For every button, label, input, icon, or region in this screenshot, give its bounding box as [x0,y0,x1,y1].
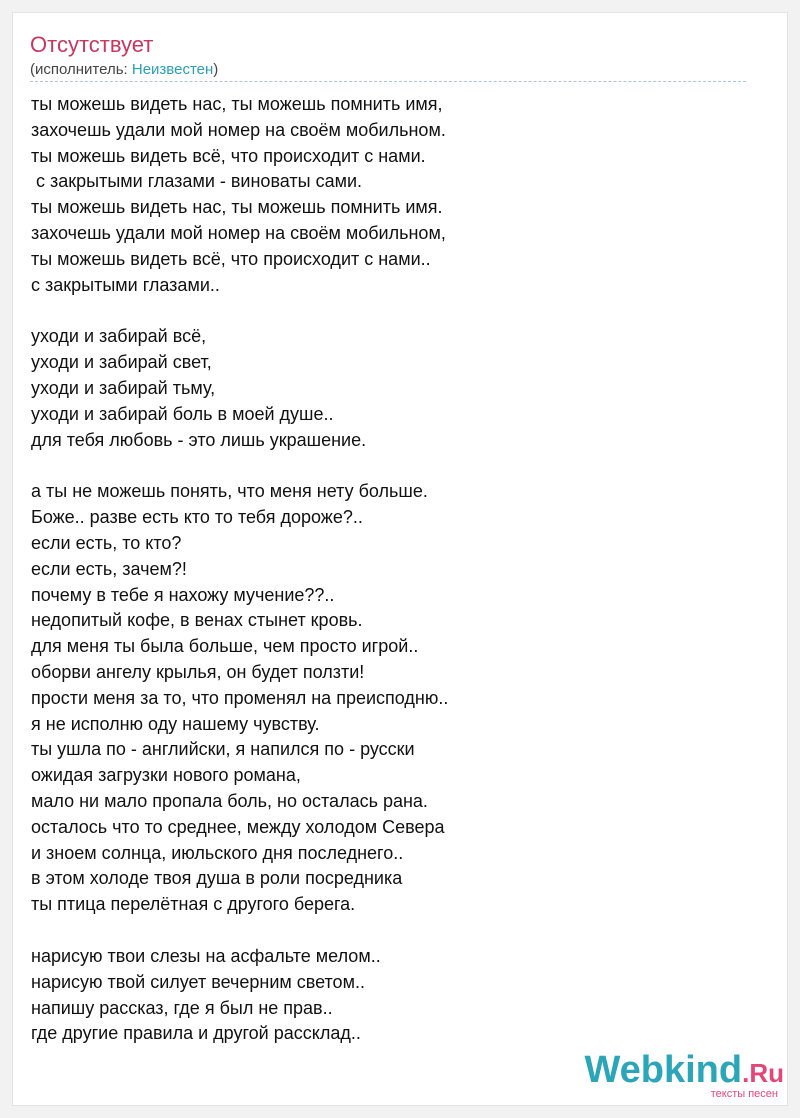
lyric-line: ты можешь видеть нас, ты можешь помнить имя, [31,94,443,114]
lyric-line: с закрытыми глазами.. [31,274,220,295]
lyric-line: недопитый кофе, в венах стынет кровь. [31,610,363,631]
site-logo[interactable] [584,1048,784,1100]
lyric-line: уходи и забирай боль в моей душе.. [31,403,334,424]
lyric-line: ты ушла по - английски, я напился по - русски [31,739,415,760]
lyric-line: ожидая загрузки нового романа, [31,765,301,786]
lyrics-stanza [31,92,751,298]
lyric-line: уходи и забирай всё, [31,326,207,347]
lyric-line: ты можешь видеть всё, что происходит с нами. [31,145,426,166]
lyric-line: мало ни мало пропала боль, но осталась рана. [31,790,428,811]
lyric-line: осталось что то среднее, между холодом Севера [31,816,445,837]
artist-line [30,60,218,80]
lyric-line: где другие правила и другой рассклад.. [31,1023,361,1044]
lyric-line: нарисую твой силует вечерним светом.. [31,971,365,992]
artist-prefix: (исполнитель: [30,61,132,78]
lyric-line: нарисую твои слезы на асфальте мелом.. [31,945,381,966]
lyric-line: захочешь удали мой номер на своём мобильном. [31,119,446,140]
lyric-line: если есть, зачем?! [31,558,187,579]
lyrics-stanza [31,324,751,453]
lyric-line: уходи и забирай тьму, [31,377,216,398]
lyric-line: с закрытыми глазами - виноваты сами. [31,171,363,192]
lyric-line: ты можешь видеть всё, что происходит с нами.. [31,248,431,269]
artist-name-link[interactable]: Неизвестен [131,61,214,78]
lyric-line: прости меня за то, что променял на преисподню.. [31,687,449,708]
header-divider [30,81,746,82]
lyric-line: захочешь удали мой номер на своём мобильном, [31,222,446,243]
song-title: Отсутствует [30,32,154,57]
lyric-line: если есть, то кто? [31,532,182,553]
lyric-line: и зноем солнца, июльского дня последнего.. [31,842,404,863]
lyric-line: для меня ты была больше, чем просто игрой.. [31,636,419,657]
lyric-line: я не исполню оду нашему чувству. [31,713,320,734]
lyrics-stanza [31,479,751,918]
lyrics-body [31,92,751,1073]
lyric-line: ты можешь видеть нас, ты можешь помнить имя. [31,197,443,218]
lyric-line: напишу рассказ, где я был не прав.. [31,997,333,1018]
lyrics-stanza [31,944,751,1047]
lyric-line: почему в тебе я нахожу мучение??.. [31,584,335,605]
lyric-line: в этом холоде твоя душа в роли посредника [31,868,403,889]
lyric-line: для тебя любовь - это лишь украшение. [31,429,367,450]
lyric-line: уходи и забирай свет, [31,352,212,373]
lyric-line: ты птица перелётная с другого берега. [31,894,356,915]
logo-tagline: тексты песен [710,1088,778,1100]
lyric-line: Боже.. разве есть кто то тебя дороже?.. [31,507,363,528]
lyric-line: оборви ангелу крылья, он будет ползти! [31,661,365,682]
logo-wordmark: Webkind.Ru [584,1049,784,1091]
lyric-line: а ты не можешь понять, что меня нету больше. [31,481,428,502]
artist-suffix: ) [213,61,219,78]
